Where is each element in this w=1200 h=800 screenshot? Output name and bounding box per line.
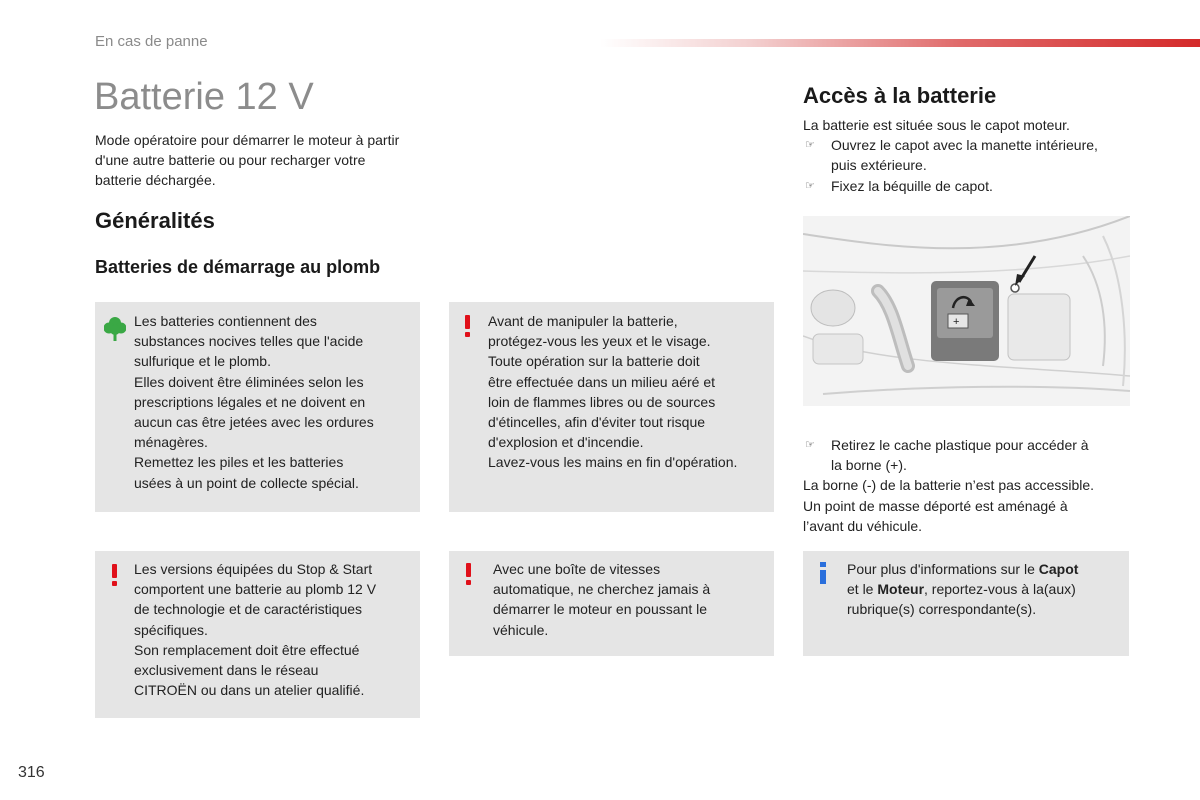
- step-line: puis extérieure.: [831, 157, 927, 174]
- warning-line: d'étincelles, afin d'éviter tout risque: [488, 414, 706, 431]
- warning-line: être effectuée dans un milieu aéré et: [488, 373, 716, 390]
- info-line-3: rubrique(s) correspondante(s).: [847, 601, 1037, 618]
- eco-note-text: [134, 311, 414, 493]
- subheading-lead-batteries: Batteries de démarrage au plomb: [95, 257, 381, 277]
- warning-line: protégez-vous les yeux et le visage.: [488, 333, 711, 350]
- warning-line: Son remplacement doit être effectué: [134, 641, 360, 658]
- acces-after-steps: [803, 435, 1133, 536]
- warning-line: Lavez-vous les mains en fin d'opération.: [488, 454, 738, 471]
- eco-line: prescriptions légales et ne doivent en: [134, 393, 366, 410]
- warning-line: loin de flammes libres ou de sources: [488, 393, 716, 410]
- warning-line: spécifiques.: [134, 621, 208, 638]
- warning-handling-text: [488, 311, 773, 473]
- step-line: Ouvrez le capot avec la manette intérieure,: [831, 137, 1098, 154]
- warning-line: CITROËN ou dans un atelier qualifié.: [134, 682, 365, 699]
- warning-exclamation-icon: [465, 315, 471, 337]
- hand-pointer-icon: ☞: [805, 439, 815, 451]
- eco-line: Les batteries contiennent des: [134, 313, 317, 329]
- warning-automatic-box: [449, 551, 774, 656]
- info-text-part: , reportez-vous à la(aux): [924, 581, 1076, 598]
- ground-note-line: La borne (-) de la batterie n’est pas accessible.: [803, 477, 1095, 494]
- warning-line: Toute opération sur la batterie doit: [488, 353, 700, 370]
- eco-line: substances nocives telles que l'acide: [134, 333, 364, 350]
- warning-line: comportent une batterie au plomb 12 V: [134, 581, 377, 598]
- warning-line: de technologie et de caractéristiques: [134, 601, 363, 618]
- info-text-part: et le: [847, 581, 878, 598]
- eco-line: aucun cas être jetées avec les ordures: [134, 414, 374, 431]
- info-link-capot: Capot: [1038, 561, 1079, 577]
- info-box: [803, 551, 1129, 656]
- warning-handling-box: [449, 302, 774, 512]
- eco-line: usées à un point de collecte spécial.: [134, 474, 359, 491]
- warning-line: démarrer le moteur en poussant le: [493, 601, 707, 618]
- step-open-hood: [803, 135, 1133, 175]
- engine-bay-illustration: [803, 216, 1130, 406]
- warning-line: véhicule.: [493, 621, 549, 638]
- heading-generalites: Généralités: [95, 208, 215, 233]
- warning-line: exclusivement dans le réseau: [134, 662, 319, 679]
- step-hood-stay: [803, 176, 1133, 196]
- heading-acces-batterie: Accès à la batterie: [803, 83, 997, 108]
- info-line-2: [847, 579, 1122, 599]
- header-accent-bar: [600, 39, 1200, 47]
- battery-plus-label: +: [953, 316, 960, 328]
- warning-exclamation-icon: [466, 563, 472, 585]
- recycle-tree-icon: [104, 316, 126, 342]
- step-line: Fixez la béquille de capot.: [831, 177, 993, 194]
- warning-stopstart-box: [95, 551, 420, 718]
- info-icon: [820, 562, 828, 584]
- info-line-1: [847, 559, 1122, 579]
- warning-exclamation-icon: [112, 564, 118, 586]
- warning-line: d'explosion et d'incendie.: [488, 434, 644, 451]
- eco-note-box: [95, 302, 420, 512]
- info-text-part: Pour plus d'informations sur le: [847, 561, 1039, 577]
- ground-note-line: l’avant du véhicule.: [803, 517, 923, 534]
- step-remove-cover: [803, 435, 1133, 475]
- acces-intro: La batterie est située sous le capot moteur.: [803, 117, 1070, 133]
- step-line: la borne (+).: [831, 457, 907, 474]
- eco-line: Elles doivent être éliminées selon les: [134, 373, 364, 390]
- acces-steps: [803, 115, 1133, 196]
- eco-line: Remettez les piles et les batteries: [134, 454, 344, 471]
- info-text: [847, 559, 1122, 620]
- page-title: Batterie 12 V: [94, 76, 314, 118]
- warning-automatic-text: [493, 559, 768, 640]
- warning-line: Avec une boîte de vitesses: [493, 561, 661, 577]
- step-line: Retirez le cache plastique pour accéder à: [831, 437, 1089, 453]
- intro-text: Mode opératoire pour démarrer le moteur à partir d'une autre batterie ou pour recharger votre batterie déchargée.: [95, 132, 400, 188]
- warning-line: automatique, ne cherchez jamais à: [493, 581, 711, 598]
- warning-line: Avant de manipuler la batterie,: [488, 313, 678, 329]
- ground-note-line: Un point de masse déporté est aménagé à: [803, 497, 1068, 514]
- engine-bay-drawing: [803, 216, 1130, 406]
- page-number: 316: [18, 764, 45, 781]
- info-link-moteur: Moteur: [877, 581, 925, 598]
- warning-line: Les versions équipées du Stop & Start: [134, 561, 373, 577]
- hand-pointer-icon: ☞: [805, 179, 815, 192]
- eco-line: sulfurique et le plomb.: [134, 353, 271, 370]
- eco-line: ménagères.: [134, 434, 208, 451]
- hand-pointer-icon: ☞: [805, 139, 815, 152]
- section-label: En cas de panne: [95, 33, 208, 50]
- warning-stopstart-text: [134, 559, 414, 700]
